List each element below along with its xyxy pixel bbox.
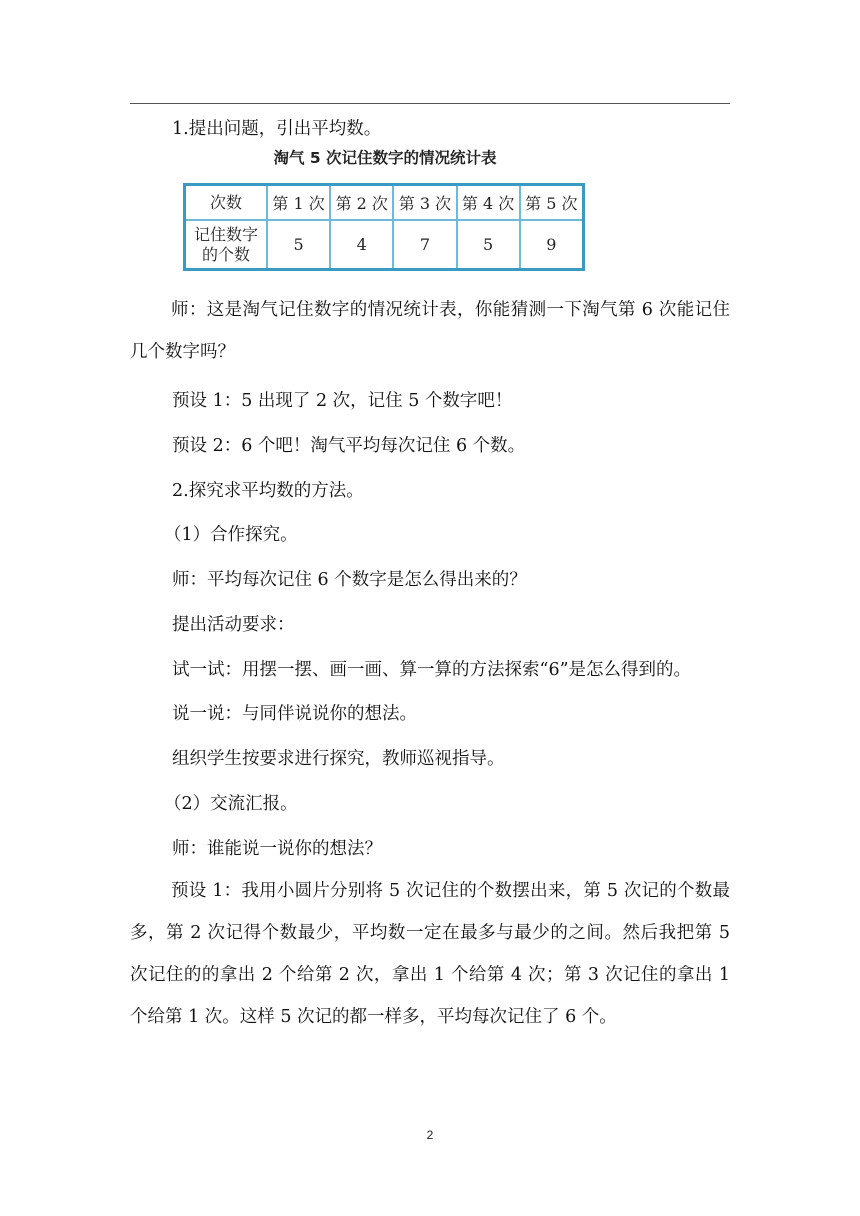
- paragraph-preset-2: 预设 2：6 个吧！淘气平均每次记住 6 个数。: [172, 436, 526, 456]
- header-rule: [130, 103, 730, 104]
- paragraph-say: 说一说：与同伴说说你的想法。: [172, 704, 417, 724]
- table-cell: 5: [267, 220, 330, 270]
- row-label-line1: 记住数字: [193, 224, 258, 244]
- table-header-cell: 第 5 次: [520, 185, 584, 221]
- table-cell: 5: [457, 220, 520, 270]
- paragraph-teacher-question: 师：这是淘气记住数字的情况统计表，你能猜测一下淘气第 6 次能记住几个数字吗？: [130, 300, 730, 362]
- paragraph-try: 试一试：用摆一摆、画一画、算一算的方法探索“6”是怎么得到的。: [172, 660, 692, 680]
- section2-heading: 2.探究求平均数的方法。: [172, 481, 364, 501]
- table-header-cell: 第 2 次: [330, 185, 393, 221]
- paragraph-activity: 提出活动要求：: [172, 615, 295, 635]
- page-number: 2: [426, 1128, 434, 1142]
- paragraph-organize: 组织学生按要求进行探究，教师巡视指导。: [172, 749, 505, 769]
- table-cell: 7: [393, 220, 456, 270]
- row-label-line2: 的个数: [201, 244, 250, 264]
- stats-table: [183, 183, 585, 271]
- table-header-row: [185, 185, 584, 221]
- table-header-cell: 第 4 次: [457, 185, 520, 221]
- table-cell: 9: [520, 220, 584, 270]
- table-title: 淘气 5 次记住数字的情况统计表: [273, 149, 497, 167]
- table-header-cell: 第 3 次: [393, 185, 456, 221]
- paragraph-teacher-how: 师：平均每次记住 6 个数字是怎么得出来的？: [172, 570, 527, 590]
- table-cell: 4: [330, 220, 393, 270]
- subsection2-heading: （2）交流汇报。: [164, 794, 298, 814]
- table-header-cell: 第 1 次: [267, 185, 330, 221]
- table-row: [185, 220, 584, 270]
- section1-heading: 1.提出问题，引出平均数。: [172, 119, 382, 139]
- paragraph-preset-1: 预设 1：5 出现了 2 次，记住 5 个数字吧！: [172, 391, 513, 411]
- table-row-label: [185, 220, 268, 270]
- table-header-cell: 次数: [185, 185, 268, 221]
- paragraph-preset-long: 预设 1：我用小圆片分别将 5 次记住的个数摆出来，第 5 次记的个数最多，第 2 次记得个数最少，平均数一定在最多与最少的之间。然后我把第 5 次记住的的拿出 2 个给第 2 次，拿出 1 个给第 4 次；第 3 次记住的拿出 1 个给第 1 次。这样 5 次记的都一样多，平均每次记住了 6 个。: [130, 881, 730, 1027]
- paragraph-teacher-who: 师：谁能说一说你的想法？: [172, 839, 382, 859]
- subsection1-heading: （1）合作探究。: [164, 525, 298, 545]
